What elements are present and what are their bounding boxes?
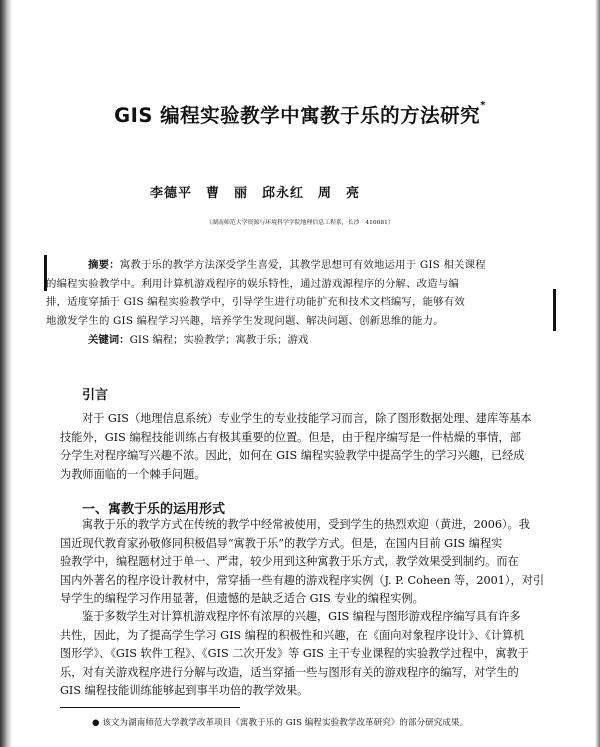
section-heading-1: 一、寓教于乐的运用形式 [82, 502, 226, 517]
paragraph-1 [60, 516, 560, 609]
paragraph-line: 分学生对程序编写兴趣不浓。因此，如何在 GIS 编程实验教学中提高学生的学习兴趣，已经成 [60, 449, 525, 462]
keywords [88, 331, 308, 346]
paragraph-line: 共性，因此，为了提高学生学习 GIS 编程的积极性和兴趣，在《面向对象程序设计》、《计算机 [60, 628, 525, 642]
author-list: 李德平 曹 丽 邱永红 周 亮 [150, 186, 361, 201]
paragraph-line: 寓教于乐的教学方式在传统的教学中经常被使用，受到学生的热烈欢迎（黄进，2006）。我 [82, 518, 530, 531]
section-heading-intro: 引言 [82, 388, 109, 403]
abstract-text: 寓教于乐的教学方法深受学生喜爱，其教学思想可有效地运用于 GIS 相关课程 [119, 259, 486, 271]
paragraph-line: 国近现代教育家孙敬修同积极倡导“寓教于乐”的教学方式。但是，在国内目前 GIS 编程实 [60, 536, 503, 550]
paragraph-line: 乐，对有关游戏程序进行分解与改造，适当穿插一些与图形有关的游戏程序的编写，对学生的 [60, 665, 519, 679]
title-footnote-mark: * [480, 100, 486, 111]
footnote: ● 该文为湖南师范大学教学改革项目《寓教于乐的 GIS 编程实验教学改革研究》的部分研究成果。 [92, 718, 469, 728]
abstract-bar-right [553, 289, 556, 331]
paragraph-line: 验教学中，编程题材过于单一、严肃，较少用到这种寓教于乐方式，教学效果受到制约。而在 [60, 555, 519, 568]
paragraph-line: 技能外，GIS 编程技能训练占有极其重要的位置。但是，由于程序编写是一件枯燥的事情，部 [60, 430, 521, 444]
paragraph-line: 导学生的编程学习作用显著，但遗憾的是缺乏适合 GIS 专业的编程实例。 [60, 592, 424, 605]
abstract-line: 的编程实验教学中。利用计算机游戏程序的娱乐特性，通过游戏源程序的分解、改造与编 [46, 277, 460, 290]
title-text: GIS 编程实验教学中寓教于乐的方法研究 [114, 104, 481, 127]
affiliation: （湖南师范大学资源与环境科学学院地理信息工程系，长沙 410081） [206, 220, 394, 226]
abstract [46, 256, 548, 330]
paragraph-line: 国内外著名的程序设计教材中，常穿插一些有趣的游戏程序实例（J. P. Coheen 等，2001），对引 [60, 573, 545, 587]
abstract-label: 摘要： [88, 259, 120, 271]
paragraph-line: 为教师面临的一个棘手问题。 [60, 467, 206, 481]
footnote-divider [60, 707, 240, 708]
paragraph-line: GIS 编程技能训练能够起到事半功倍的教学效果。 [60, 684, 309, 697]
abstract-line: 排，适度穿插于 GIS 编程实验教学中，引导学生进行功能扩充和技术文档编写，能够有效 [46, 296, 465, 308]
abstract-line [46, 256, 548, 275]
paragraph-line: 对于 GIS（地理信息系统）专业学生的专业技能学习而言，除了图形数据处理、建库等基本 [82, 412, 532, 425]
abstract-line: 地激发学生的 GIS 编程学习兴趣，培养学生发现问题、解决问题、创新思维的能力。 [46, 314, 444, 327]
paragraph-intro [60, 410, 560, 484]
paragraph-2 [60, 608, 560, 701]
paper-title [0, 100, 600, 128]
keywords-label: 关键词： [88, 334, 130, 346]
keywords-text: GIS 编程；实验教学；寓教于乐；游戏 [129, 334, 309, 346]
paragraph-line: 鉴于多数学生对计算机游戏程序怀有浓厚的兴趣，GIS 编程与图形游戏程序编写具有许多 [82, 610, 521, 623]
paragraph-line: 图形学》、《GIS 软件工程》、《GIS 二次开发》等 GIS 主干专业课程的实验教学过程中，寓教于 [60, 647, 529, 660]
